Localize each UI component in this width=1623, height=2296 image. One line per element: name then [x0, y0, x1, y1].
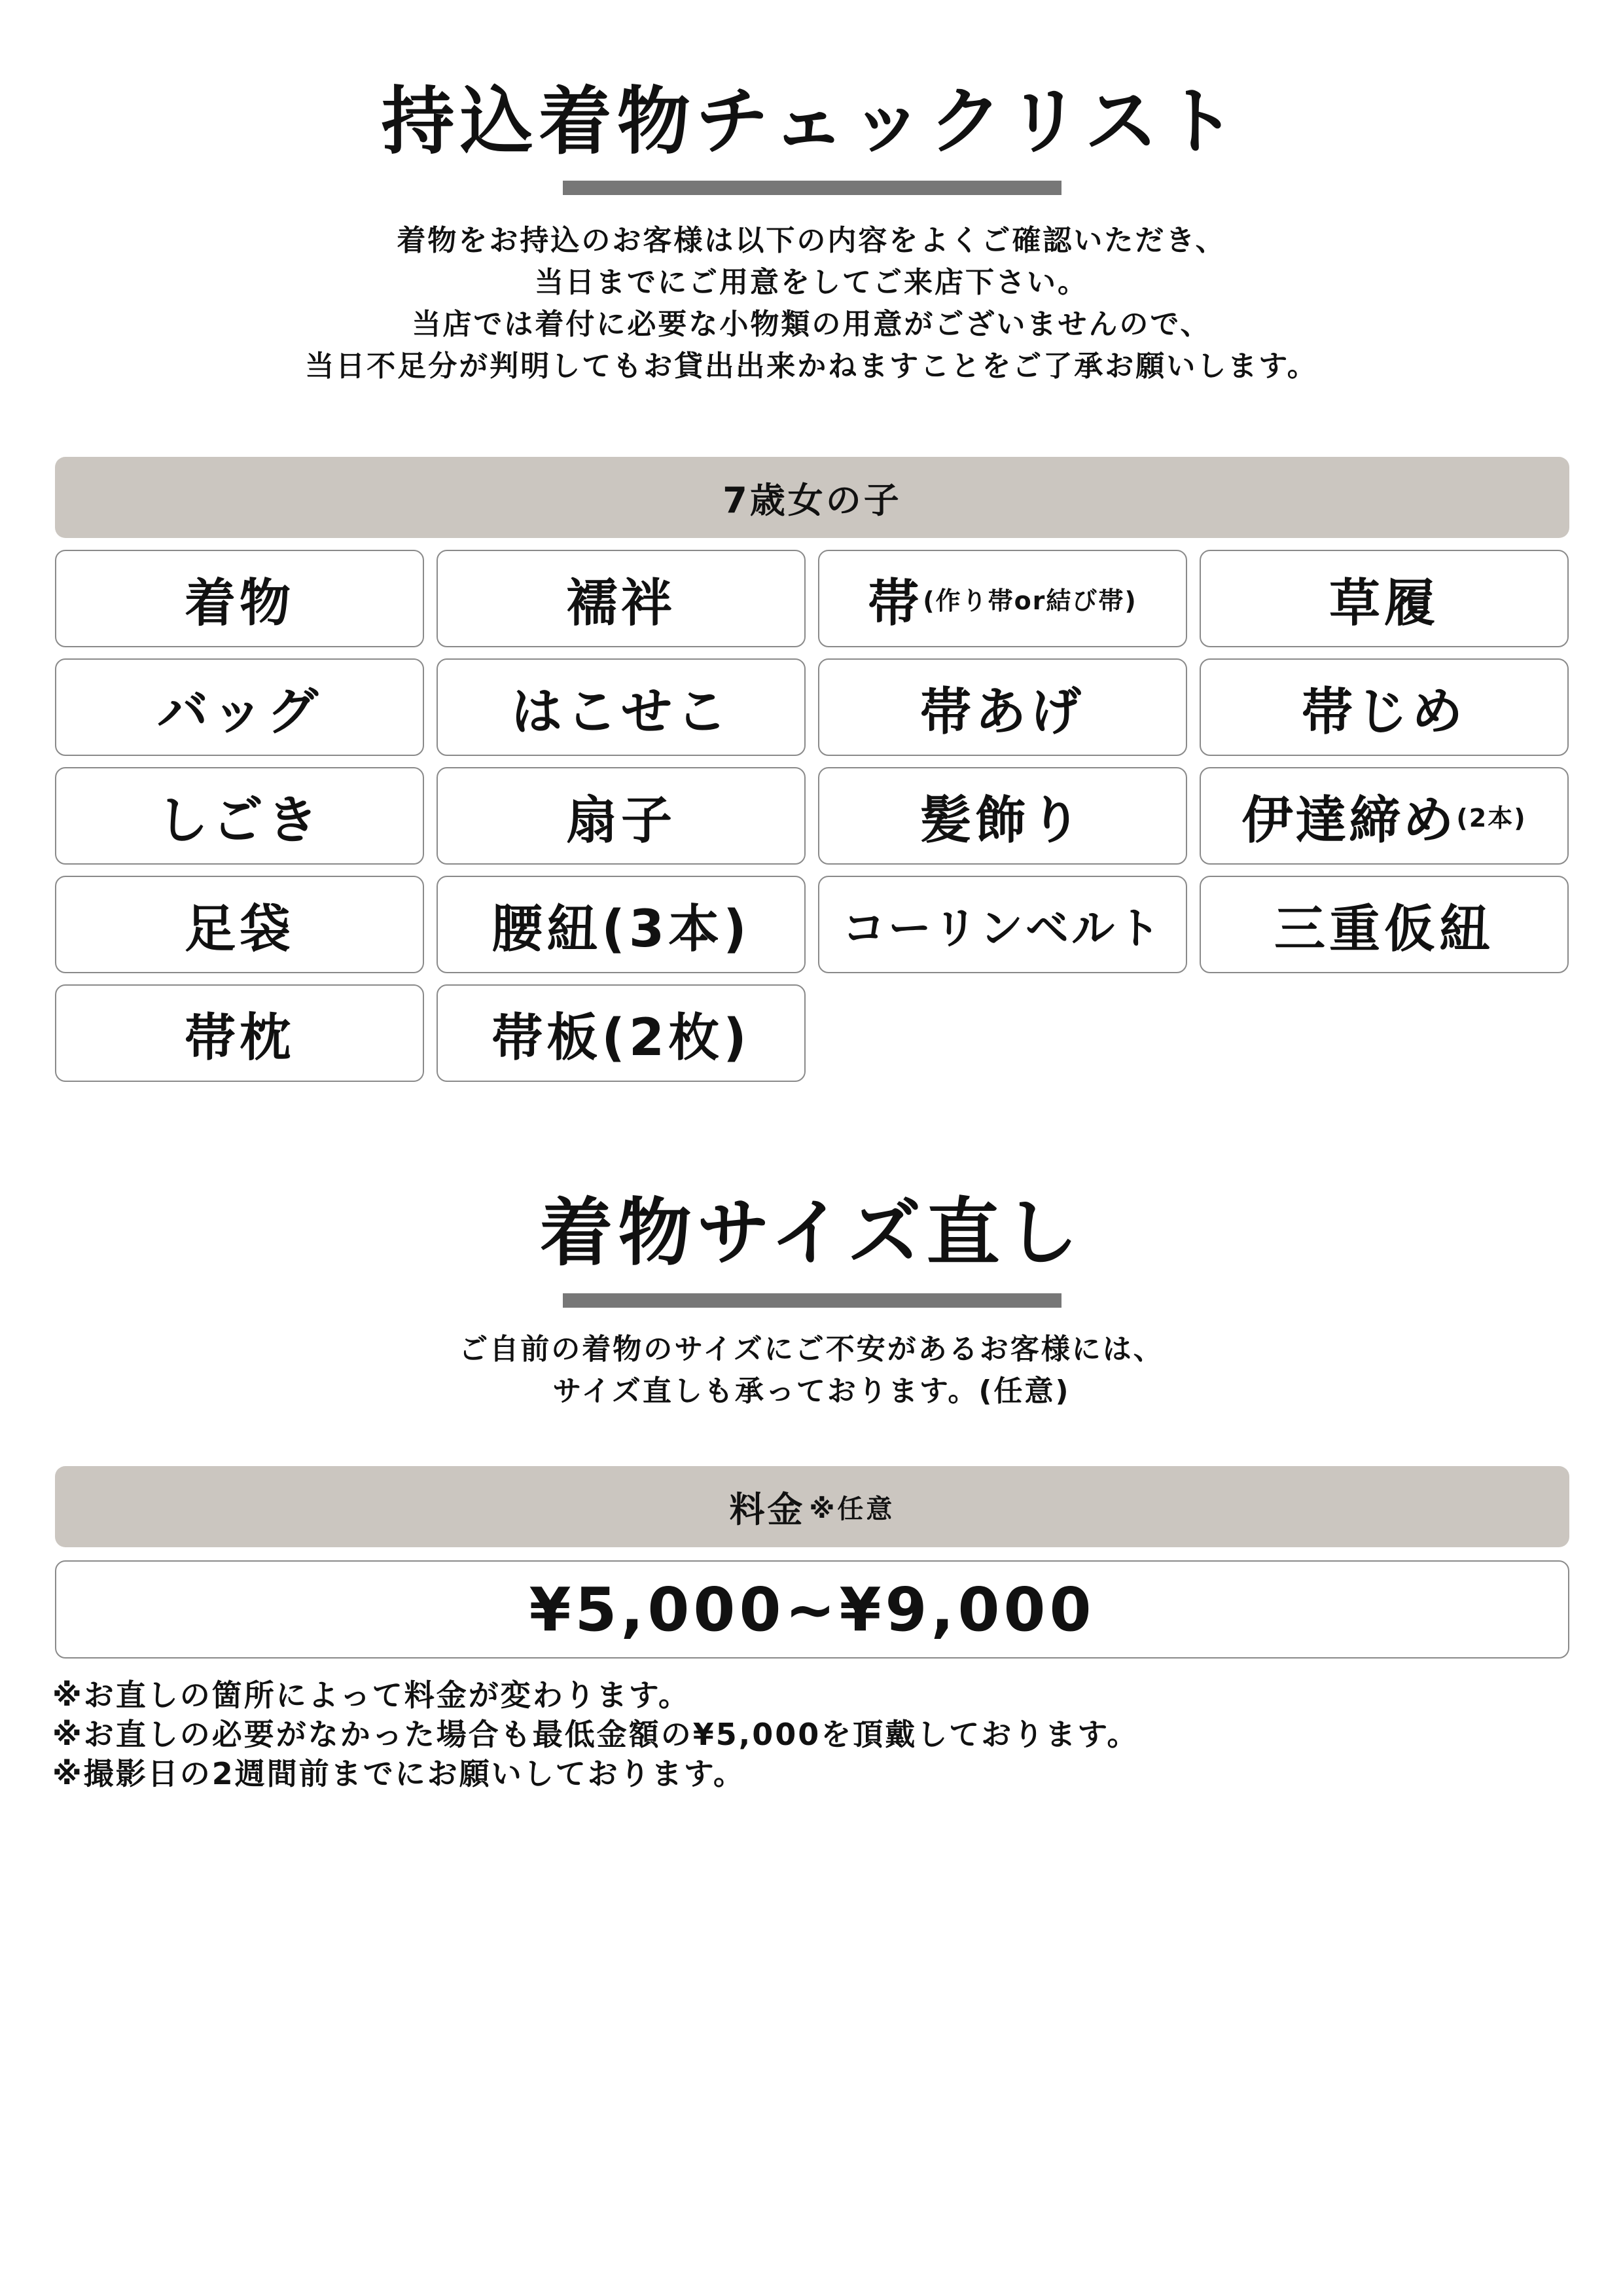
checklist-intro	[0, 220, 1623, 387]
item-label: 着物	[184, 573, 294, 633]
checklist-item	[1200, 658, 1569, 756]
fee-label: 料金	[729, 1488, 806, 1530]
checklist-item	[1200, 876, 1569, 973]
fee-note: ※任意	[809, 1494, 895, 1524]
item-label: 襦袢	[565, 573, 676, 633]
item-sublabel: (作り帯or結び帯)	[923, 586, 1137, 615]
fee-header	[55, 1466, 1569, 1547]
checklist-item	[437, 767, 806, 865]
intro-line: サイズ直しも承っております。(任意)	[552, 1374, 1071, 1408]
item-label: 帯板(2枚)	[491, 1008, 751, 1067]
item-label: しごき	[156, 791, 322, 850]
item-label: 帯あげ	[919, 682, 1085, 742]
checklist-item	[437, 876, 806, 973]
checklist-item	[437, 658, 806, 756]
item-label: 足袋	[184, 899, 294, 959]
checklist-title: 持込着物チェックリスト	[381, 79, 1242, 164]
checklist-title-underline	[563, 181, 1061, 195]
checklist-item	[1200, 550, 1569, 647]
checklist-item	[55, 550, 424, 647]
resize-intro	[0, 1329, 1623, 1412]
category-label: 7歳女の子	[722, 479, 902, 521]
item-label: 腰紐(3本)	[491, 899, 751, 959]
checklist-item	[818, 767, 1187, 865]
checklist-item	[55, 876, 424, 973]
checklist-item	[437, 984, 806, 1082]
item-label: 扇子	[565, 791, 676, 850]
item-label: 帯	[868, 573, 923, 633]
checklist-item	[818, 658, 1187, 756]
note-line: ※お直しの箇所によって料金が変わります。	[52, 1677, 691, 1713]
intro-line: 着物をお持込のお客様は以下の内容をよくご確認いただき、	[397, 224, 1226, 257]
item-label: 伊達締め	[1241, 791, 1457, 850]
checklist-item	[818, 550, 1187, 647]
checklist-item	[818, 876, 1187, 973]
resize-notes	[52, 1676, 1558, 1793]
checklist-item	[55, 767, 424, 865]
price-range: ¥5,000~¥9,000	[529, 1574, 1096, 1645]
resize-title-underline	[563, 1293, 1061, 1308]
item-label: 髪飾り	[919, 791, 1085, 850]
item-label: はこせこ	[510, 682, 731, 742]
item-label: 帯枕	[184, 1008, 294, 1067]
intro-line: ご自前の着物のサイズにご不安があるお客様には、	[459, 1333, 1164, 1366]
item-label: バッグ	[156, 682, 322, 742]
item-label: 帯じめ	[1301, 682, 1467, 742]
intro-line: 当店では着付に必要な小物類の用意がございませんので、	[412, 308, 1211, 341]
item-label: 三重仮紐	[1274, 899, 1494, 959]
checklist-item	[1200, 767, 1569, 865]
checklist-item	[55, 658, 424, 756]
category-header	[55, 457, 1569, 538]
note-line: ※撮影日の2週間前までにお願いしております。	[52, 1756, 746, 1791]
note-line: ※お直しの必要がなかった場合も最低金額の¥5,000を頂戴しております。	[52, 1717, 1139, 1752]
price-box	[55, 1560, 1569, 1659]
item-label: 草履	[1329, 573, 1439, 633]
checklist-item	[437, 550, 806, 647]
item-label: コーリンベルト	[842, 903, 1163, 954]
item-sublabel: (2本)	[1456, 804, 1527, 833]
resize-title: 着物サイズ直し	[539, 1191, 1084, 1276]
checklist-item	[55, 984, 424, 1082]
checklist-grid	[55, 550, 1569, 1082]
intro-line: 当日不足分が判明してもお貸出出来かねますことをご了承お願いします。	[305, 350, 1318, 383]
intro-line: 当日までにご用意をしてご来店下さい。	[535, 266, 1088, 299]
